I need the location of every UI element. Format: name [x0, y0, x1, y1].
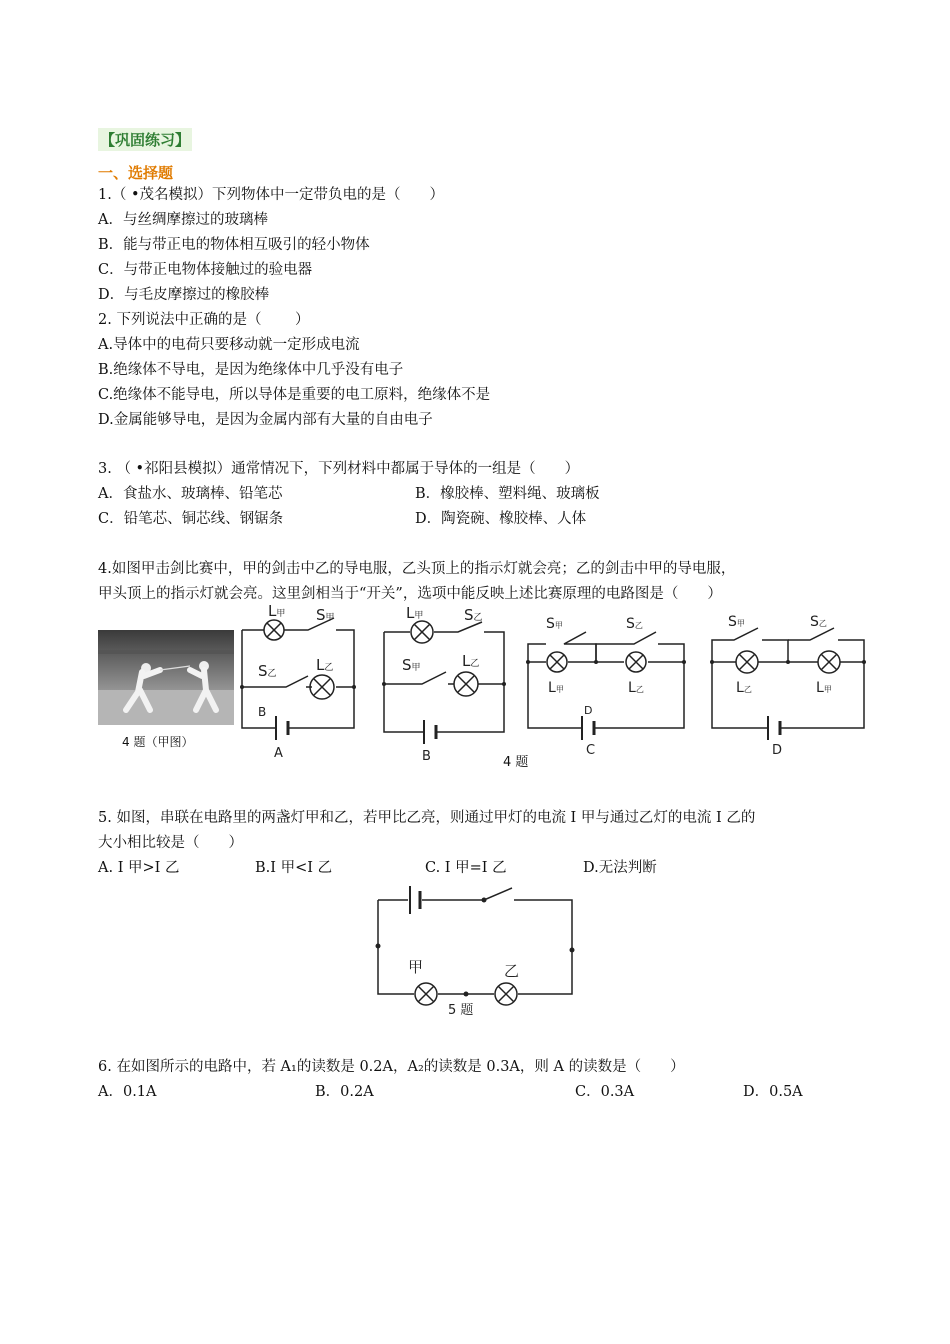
circuit-a-lamp-label: L甲	[268, 604, 286, 620]
q3-option-d: D．陶瓷碗、橡胶棒、人体	[415, 511, 587, 527]
circuit-c-letter: C	[586, 743, 596, 758]
q4-stem-line1: 4.如图甲击剑比赛中，甲的剑击中乙的导电服，乙头顶上的指示灯就会亮；乙的剑击中甲的导电服，	[98, 561, 736, 577]
circuit-d-letter: D	[772, 743, 783, 758]
q5-option-d: D.无法判断	[583, 860, 657, 876]
circuit-b	[380, 604, 518, 766]
circuit-d-switch2-label: S乙	[810, 614, 827, 630]
circuit-b-switch2-label: S甲	[402, 656, 421, 674]
q6-option-d: D．0.5A	[743, 1084, 803, 1100]
q4-figure-caption: 4 题	[503, 755, 529, 770]
q4-stem-line2: 甲头顶上的指示灯就会亮。这里剑相当于“开关”，选项中能反映上述比赛原理的电路图是（ ）	[98, 586, 722, 602]
q1-stem: 1.（ •茂名模拟）下列物体中一定带负电的是（ ）	[98, 187, 444, 203]
circuit-a-switch-label: S甲	[316, 606, 335, 624]
circuit-c-lamp2-label: L乙	[628, 680, 644, 696]
q2-option-d: D.金属能够导电，是因为金属内部有大量的自由电子	[98, 412, 433, 428]
q1-option-c: C．与带正电物体接触过的验电器	[98, 262, 313, 278]
q5-option-b: B.I 甲<I 乙	[255, 860, 333, 876]
q5-lamp-jia-label: 甲	[408, 958, 424, 976]
q5-stem-line1: 5. 如图，串联在电路里的两盏灯甲和乙，若甲比乙亮，则通过甲灯的电流 I 甲与通过乙灯的电流 I 乙的	[98, 810, 756, 826]
circuit-a	[236, 604, 366, 766]
q3-option-c: C．铅笔芯、铜芯线、钢锯条	[98, 511, 284, 527]
q5-stem-line2: 大小相比较是（ ）	[98, 835, 243, 851]
circuit-a-battery-label: B	[258, 705, 267, 719]
q5-option-c: C. I 甲=I 乙	[425, 860, 507, 876]
q2-option-b: B.绝缘体不导电，是因为绝缘体中几乎没有电子	[98, 362, 404, 378]
circuit-c-switch-label: S甲	[546, 616, 563, 632]
q6-option-c: C．0.3A	[575, 1084, 635, 1100]
q4-photo-caption: 4 题（甲图）	[122, 735, 194, 749]
q5-figure-caption: 5 题	[448, 1003, 474, 1018]
q3-option-a: A．食盐水、玻璃棒、铅笔芯	[98, 486, 283, 502]
circuit-b-switch-label: S乙	[464, 606, 483, 624]
circuit-b-lamp-label: L甲	[406, 604, 424, 622]
circuit-c-switch2-label: S乙	[626, 616, 643, 632]
q6-option-a: A．0.1A	[98, 1084, 157, 1100]
circuit-c	[524, 604, 690, 758]
circuit-a-switch2-label: S乙	[258, 662, 277, 680]
circuit-d-lamp2-label: L甲	[816, 680, 832, 696]
q2-option-a: A.导体中的电荷只要移动就一定形成电流	[98, 337, 360, 353]
circuit-a-lamp2-label: L乙	[316, 656, 334, 674]
q1-option-a: A．与丝绸摩擦过的玻璃棒	[98, 212, 268, 228]
q3-option-b: B．橡胶棒、塑料绳、玻璃板	[415, 486, 600, 502]
section-tag: 【巩固练习】	[98, 128, 192, 151]
q1-option-b: B．能与带正电的物体相互吸引的轻小物体	[98, 237, 370, 253]
q6-stem: 6. 在如图所示的电路中，若 A₁的读数是 0.2A，A₂的读数是 0.3A，则 A 的读数是（ ）	[98, 1059, 685, 1075]
q2-option-c: C.绝缘体不能导电，所以导体是重要的电工原料，绝缘体不是	[98, 387, 491, 403]
fencing-photo	[98, 630, 234, 725]
q1-option-d: D．与毛皮摩擦过的橡胶棒	[98, 287, 270, 303]
circuit-d-switch-label: S甲	[728, 614, 745, 630]
circuit-c-battery-label: D	[584, 704, 593, 717]
q5-option-a: A. I 甲>I 乙	[98, 860, 180, 876]
q3-stem: 3. （ •祁阳县模拟）通常情况下，下列材料中都属于导体的一组是（ ）	[98, 461, 580, 477]
circuit-d-lamp-label: L乙	[736, 680, 752, 696]
circuit-q5	[372, 880, 577, 1020]
q6-option-b: B．0.2A	[315, 1084, 374, 1100]
circuit-a-letter: A	[274, 746, 283, 761]
circuit-d	[708, 604, 868, 758]
circuit-c-lamp-label: L甲	[548, 680, 564, 696]
q2-stem: 2. 下列说法中正确的是（ ）	[98, 312, 310, 328]
circuit-b-letter: B	[422, 749, 431, 764]
circuit-b-lamp2-label: L乙	[462, 652, 480, 670]
section-title: 一、选择题	[98, 164, 174, 182]
q5-lamp-yi-label: 乙	[504, 962, 520, 980]
